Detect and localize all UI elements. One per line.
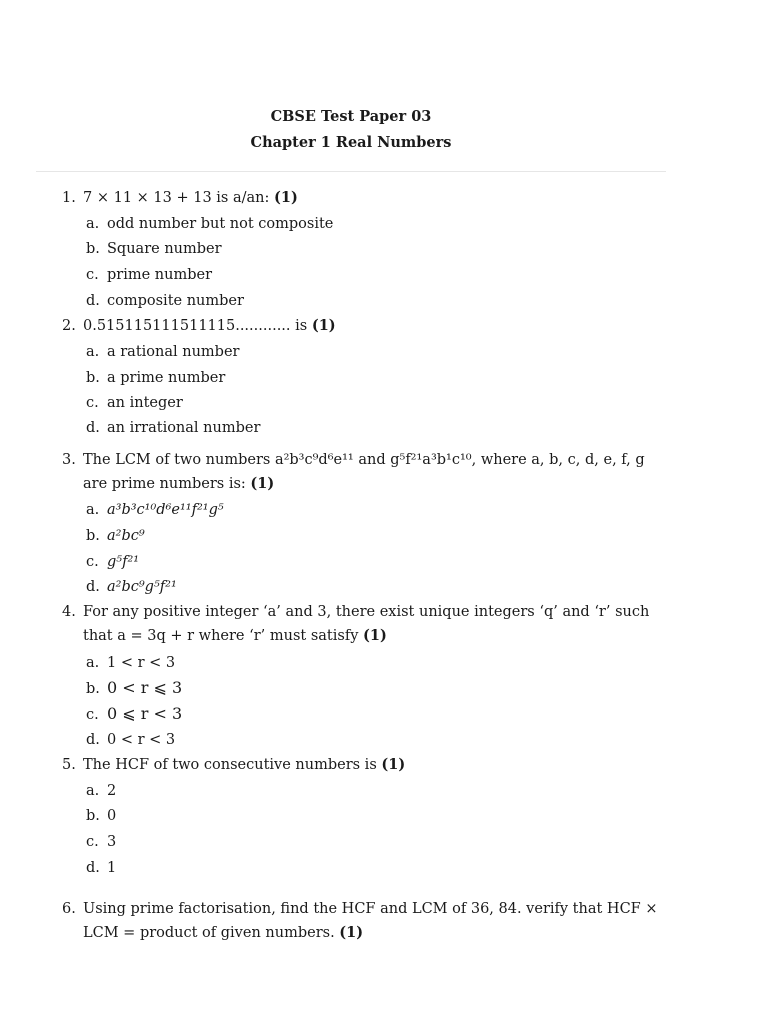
question-number: 1. xyxy=(62,190,76,206)
question-number: 6. xyxy=(62,901,76,917)
option-3a: a. a³b³c¹⁰d⁶e¹¹f²¹g⁵ xyxy=(86,502,224,518)
question-number: 3. xyxy=(62,452,76,468)
question-text: 7 × 11 × 13 + 13 is a/an: xyxy=(83,190,270,206)
question-number: 5. xyxy=(62,757,76,773)
question-text: 0.515115111511115............ is xyxy=(83,318,308,334)
option-5b: b. 0 xyxy=(86,808,117,824)
option-2b: b. a prime number xyxy=(86,370,226,386)
option-3b: b. a²bc⁹ xyxy=(86,528,145,544)
question-number: 4. xyxy=(62,604,76,620)
option-2d: d. an irrational number xyxy=(86,420,261,436)
option-5c: c. 3 xyxy=(86,834,117,850)
option-1d: d. composite number xyxy=(86,293,244,309)
option-2c: c. an integer xyxy=(86,395,183,411)
lcm-expression-2: g⁵f²¹a³b¹c¹⁰ xyxy=(390,452,472,468)
option-4c: c. 0 ⩽ r < 3 xyxy=(86,704,183,723)
question-2 xyxy=(62,314,662,338)
question-text: The HCF of two consecutive numbers is xyxy=(83,757,377,773)
question-number: 2. xyxy=(62,318,76,334)
option-1b: b. Square number xyxy=(86,241,222,257)
chapter-subtitle: Chapter 1 Real Numbers xyxy=(250,134,452,151)
question-text: For any positive integer ‘a’ and 3, there exist unique integers ‘q’ and ‘r’ such that a = 3q + r where ‘r’ must satisfy xyxy=(83,604,650,644)
marks-label: (1) xyxy=(339,924,364,941)
option-4d: d. 0 < r < 3 xyxy=(86,732,176,748)
marks-label: (1) xyxy=(381,756,406,773)
marks-label: (1) xyxy=(250,475,275,492)
option-1c: c. prime number xyxy=(86,267,213,283)
marks-label: (1) xyxy=(311,317,336,334)
marks-label: (1) xyxy=(274,189,298,206)
option-4b: b. 0 < r ⩽ 3 xyxy=(86,678,183,697)
option-4a: a. 1 < r < 3 xyxy=(86,655,176,671)
option-5d: d. 1 xyxy=(86,860,117,876)
option-5a: a. 2 xyxy=(86,783,117,799)
question-text: Using prime factorisation, find the HCF and LCM of 36, 84. verify that HCF × LCM = product of given numbers. xyxy=(83,901,658,941)
question-1 xyxy=(62,186,662,210)
header-divider xyxy=(36,171,666,172)
lcm-expression-1: a²b³c⁹d⁶e¹¹ xyxy=(274,452,354,468)
question-4 xyxy=(62,600,662,648)
option-2a: a. a rational number xyxy=(86,344,240,360)
option-3d: d. a²bc⁹g⁵f²¹ xyxy=(86,579,177,595)
question-3: 3. The LCM of two numbers a²b³c⁹d⁶e¹¹ and g⁵f²¹a³b¹c¹⁰, where a, b, c, d, e, f, g are prime numbers is: (1) xyxy=(62,448,662,496)
option-1a: a. odd number but not composite xyxy=(86,216,334,232)
question-6 xyxy=(62,897,662,945)
page-title: CBSE Test Paper 03 xyxy=(270,108,432,125)
marks-label: (1) xyxy=(363,627,387,644)
option-3c: c. g⁵f²¹ xyxy=(86,554,140,570)
question-5 xyxy=(62,753,662,777)
